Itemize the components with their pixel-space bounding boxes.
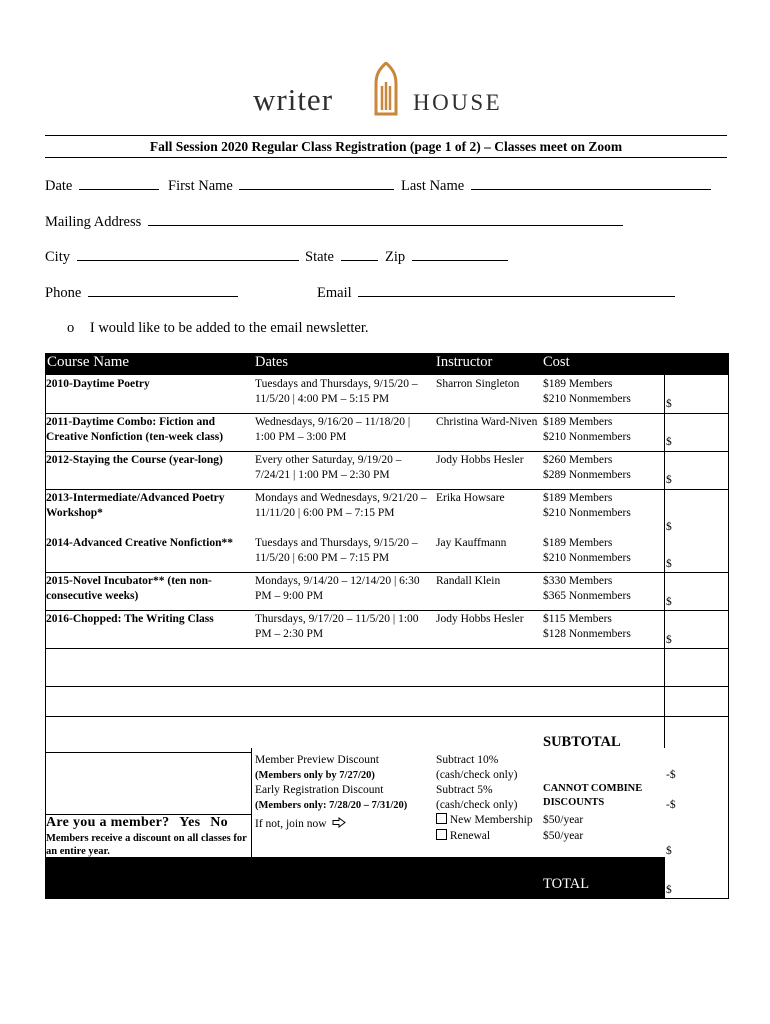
- header-cost: Cost: [543, 354, 570, 370]
- first-name-blank[interactable]: [239, 177, 394, 190]
- early-registration-subtract: Subtract 5% (cash/check only): [436, 784, 518, 811]
- amount-field[interactable]: $: [666, 558, 672, 570]
- course-instructor: Christina Ward-Niven: [436, 416, 538, 428]
- row-separator: [45, 610, 729, 611]
- table-header-row: [45, 353, 729, 375]
- row-separator: [45, 716, 729, 717]
- phone-blank[interactable]: [88, 284, 238, 297]
- zip-label: Zip: [385, 249, 406, 265]
- member-preview-amount[interactable]: -$: [666, 769, 676, 781]
- newsletter-label: I would like to be added to the email newsletter.: [89, 320, 369, 336]
- course-dates: Mondays and Wednesdays, 9/21/20 – 11/11/20 | 6:00 PM – 7:15 PM: [255, 492, 427, 519]
- cost-members: $189 Members: [543, 416, 613, 428]
- logo-word-writer: writer: [253, 82, 334, 117]
- row-separator: [45, 489, 729, 490]
- mailing-address-field[interactable]: [45, 213, 623, 231]
- member-benefit-note: Members receive a discount on all classes for an entire year.: [46, 833, 247, 857]
- course-name: 2016-Chopped: The Writing Class: [46, 613, 214, 625]
- new-membership-checkbox[interactable]: [436, 813, 447, 824]
- lower-course-divider: [251, 748, 252, 857]
- cost-members: $330 Members: [543, 575, 613, 587]
- member-question-label: Are you a member?: [46, 815, 170, 830]
- cost-nonmembers: $210 Nonmembers: [543, 552, 631, 564]
- course-name: 2014-Advanced Creative Nonfiction**: [46, 537, 233, 549]
- course-instructor: Randall Klein: [436, 575, 501, 587]
- last-name-blank[interactable]: [471, 177, 711, 190]
- amount-field[interactable]: $: [666, 634, 672, 646]
- amount-field[interactable]: $: [666, 398, 672, 410]
- newsletter-checkbox[interactable]: o: [67, 320, 75, 336]
- title-bottom-rule: [45, 157, 727, 158]
- renewal-price: $50/year: [543, 830, 584, 842]
- row-separator: [45, 686, 729, 687]
- course-name: 2015-Novel Incubator** (ten non-consecutive weeks): [46, 575, 212, 602]
- last-name-label: Last Name: [401, 178, 465, 194]
- course-dates: Thursdays, 9/17/20 – 11/5/20 | 1:00 PM – 2:30 PM: [255, 613, 419, 640]
- phone-field[interactable]: [45, 284, 238, 302]
- course-name: 2010-Daytime Poetry: [46, 378, 150, 390]
- amount-field[interactable]: $: [666, 436, 672, 448]
- amount-field[interactable]: $: [666, 521, 672, 533]
- amount-field[interactable]: $: [666, 596, 672, 608]
- member-question: [46, 815, 228, 831]
- course-instructor: Erika Howsare: [436, 492, 505, 504]
- first-name-label: First Name: [168, 178, 233, 194]
- zip-blank[interactable]: [412, 248, 508, 261]
- renewal-checkbox[interactable]: [436, 829, 447, 840]
- header-instructor: Instructor: [436, 354, 493, 370]
- renewal-label: Renewal: [449, 830, 491, 842]
- member-no-option[interactable]: No: [210, 815, 228, 830]
- cost-nonmembers: $210 Nonmembers: [543, 507, 631, 519]
- first-name-field[interactable]: [168, 177, 394, 195]
- course-instructor: Sharron Singleton: [436, 378, 520, 390]
- total-label: TOTAL: [543, 876, 590, 892]
- city-field[interactable]: [45, 248, 299, 266]
- amount-field[interactable]: $: [666, 474, 672, 486]
- row-separator: [45, 572, 729, 573]
- phone-label: Phone: [45, 285, 82, 301]
- newsletter-option[interactable]: [67, 320, 369, 337]
- course-instructor: Jody Hobbs Hesler: [436, 613, 524, 625]
- early-registration-note: (Members only: 7/28/20 – 7/31/20): [255, 800, 408, 811]
- new-membership-price: $50/year: [543, 814, 584, 826]
- row-separator: [45, 451, 729, 452]
- new-membership-option[interactable]: [436, 813, 533, 828]
- arrow-right-icon: [332, 817, 346, 828]
- early-registration-discount: Early Registration Discount: [255, 784, 384, 796]
- renewal-option[interactable]: [436, 829, 490, 844]
- email-label: Email: [317, 285, 352, 301]
- date-field[interactable]: [45, 177, 159, 195]
- writer-house-logo: [253, 62, 518, 122]
- email-blank[interactable]: [358, 284, 675, 297]
- join-now-text: [255, 817, 346, 832]
- cost-nonmembers: $289 Nonmembers: [543, 469, 631, 481]
- last-name-field[interactable]: [401, 177, 711, 195]
- header-dates: Dates: [255, 354, 289, 370]
- cost-nonmembers: $128 Nonmembers: [543, 628, 631, 640]
- logo-word-house: HOUSE: [413, 90, 503, 115]
- cannot-combine-note: CANNOT COMBINE DISCOUNTS: [543, 783, 643, 808]
- course-dates: Every other Saturday, 9/19/20 – 7/24/21 | 1:00 PM – 2:30 PM: [255, 454, 402, 481]
- state-blank[interactable]: [341, 248, 378, 261]
- date-label: Date: [45, 178, 73, 194]
- early-registration-amount[interactable]: -$: [666, 799, 676, 811]
- course-dates: Wednesdays, 9/16/20 – 11/18/20 | 1:00 PM – 3:00 PM: [255, 416, 411, 443]
- email-field[interactable]: [317, 284, 675, 302]
- row-separator: [45, 413, 729, 414]
- course-instructor: Jay Kauffmann: [436, 537, 507, 549]
- member-preview-note: (Members only by 7/27/20): [255, 770, 375, 781]
- cost-members: $260 Members: [543, 454, 613, 466]
- total-amount[interactable]: $: [666, 884, 672, 896]
- course-name: 2013-Intermediate/Advanced Poetry Workshop*: [46, 492, 225, 519]
- mailing-address-blank[interactable]: [148, 213, 623, 226]
- title-top-rule: [45, 135, 727, 136]
- member-yes-option[interactable]: Yes: [179, 815, 201, 830]
- cost-nonmembers: $210 Nonmembers: [543, 393, 631, 405]
- membership-amount[interactable]: $: [666, 845, 672, 857]
- course-dates: Tuesdays and Thursdays, 9/15/20 – 11/5/20 | 6:00 PM – 7:15 PM: [255, 537, 418, 564]
- city-label: City: [45, 249, 70, 265]
- course-name: 2012-Staying the Course (year-long): [46, 454, 223, 466]
- state-label: State: [305, 249, 334, 265]
- city-blank[interactable]: [77, 248, 299, 261]
- course-dates: Tuesdays and Thursdays, 9/15/20 – 11/5/20 | 4:00 PM – 5:15 PM: [255, 378, 418, 405]
- member-preview-discount: Member Preview Discount: [255, 754, 379, 766]
- cost-nonmembers: $365 Nonmembers: [543, 590, 631, 602]
- course-name: 2011-Daytime Combo: Fiction and Creative Nonfiction (ten-week class): [46, 416, 224, 443]
- course-instructor: Jody Hobbs Hesler: [436, 454, 524, 466]
- new-membership-label: New Membership: [449, 814, 533, 826]
- mailing-address-label: Mailing Address: [45, 214, 142, 230]
- date-blank[interactable]: [79, 177, 159, 190]
- cost-members: $189 Members: [543, 492, 613, 504]
- row-separator: [45, 648, 729, 649]
- cost-nonmembers: $210 Nonmembers: [543, 431, 631, 443]
- row-separator: [45, 752, 251, 753]
- tower-logo-icon: [370, 62, 402, 116]
- subtotal-label: SUBTOTAL: [543, 734, 621, 750]
- header-course-name: Course Name: [47, 354, 130, 370]
- cost-members: $189 Members: [543, 378, 613, 390]
- page-title: Fall Session 2020 Regular Class Registration (page 1 of 2) – Classes meet on Zoom: [149, 139, 623, 154]
- member-preview-subtract: Subtract 10% (cash/check only): [436, 754, 518, 781]
- join-now-label: If not, join now: [255, 818, 327, 830]
- cost-members: $115 Members: [543, 613, 612, 625]
- course-dates: Mondays, 9/14/20 – 12/14/20 | 6:30 PM – 9:00 PM: [255, 575, 420, 602]
- state-field[interactable]: [305, 248, 378, 266]
- total-divider: [664, 857, 665, 899]
- cost-members: $189 Members: [543, 537, 613, 549]
- total-row-fill: [45, 857, 535, 899]
- zip-field[interactable]: [385, 248, 508, 266]
